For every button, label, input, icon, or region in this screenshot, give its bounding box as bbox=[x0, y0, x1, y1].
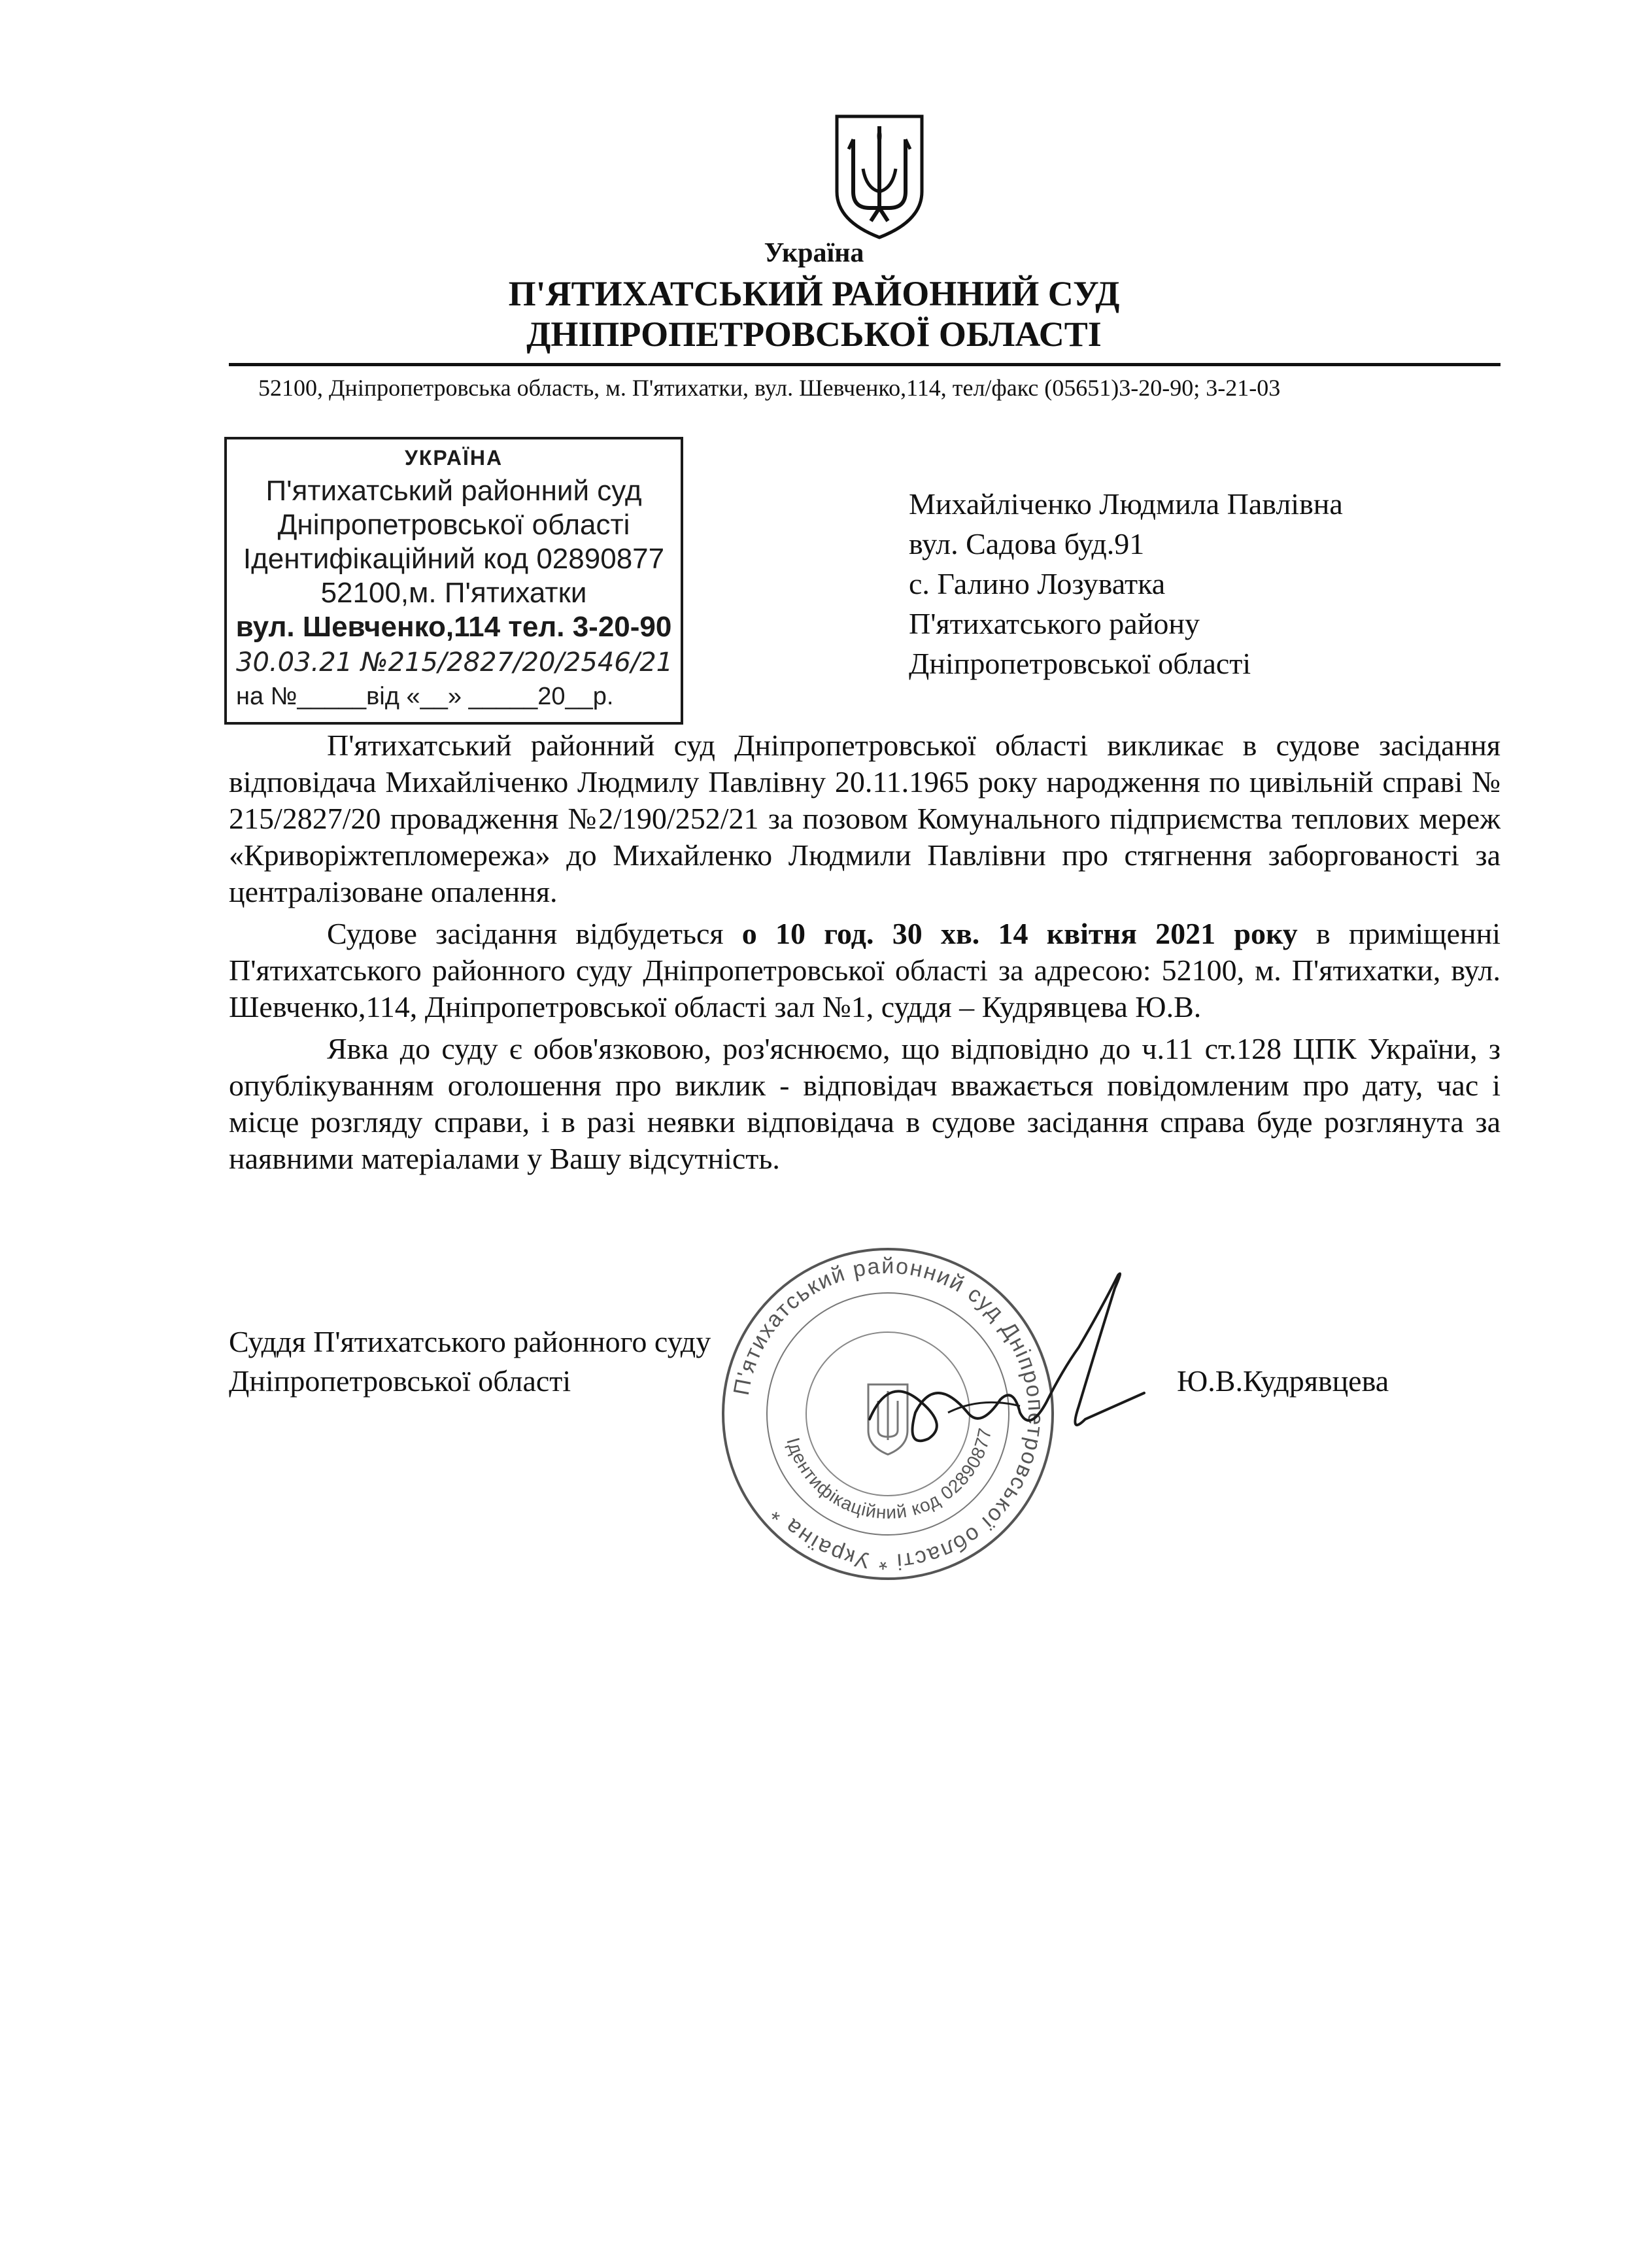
judge-signature bbox=[850, 1262, 1151, 1478]
recipient-name: Михайліченко Людмила Павлівна bbox=[909, 487, 1343, 521]
header-court-region: ДНІПРОПЕТРОВСЬКОЇ ОБЛАСТІ bbox=[526, 315, 1102, 354]
hearing-location: в приміщенні П'ятихатського районного суду Дніпропетровської області за адресою: 52100, м. П'ятихатки, вул. Шевченко,114, Дніпропетровської області зал №1, суддя – Кудрявцева Ю.В. bbox=[229, 917, 1501, 1023]
judge-name: Ю.В.Кудрявцева bbox=[1177, 1364, 1389, 1398]
hearing-datetime: о 10 год. 30 хв. 14 квітня 2021 року bbox=[741, 917, 1298, 950]
recipient-street: вул. Садова буд.91 bbox=[909, 527, 1145, 560]
stamp-reference: на №_____від «__» _____20__р. bbox=[236, 683, 614, 710]
letter-body bbox=[229, 727, 1501, 1182]
header-divider bbox=[229, 363, 1501, 366]
stamp-street: вул. Шевченко,114 тел. 3-20-90 bbox=[235, 611, 672, 643]
stamp-id-code: Ідентифікаційний код 02890877 bbox=[243, 543, 665, 575]
seal-inner-text: Ідентифікаційний код 02890877 bbox=[783, 1426, 996, 1523]
signature-title-line-1: Суддя П'ятихатського районного суду bbox=[229, 1325, 711, 1358]
stamp-city: 52100,м. П'ятихатки bbox=[320, 577, 587, 609]
stamp-court: П'ятихатський районний суд bbox=[265, 475, 642, 507]
header-country: Україна bbox=[764, 238, 864, 268]
header-address: 52100, Дніпропетровська область, м. П'ятихатки, вул. Шевченко,114, тел/факс (05651)3-20-90; 3-21-03 bbox=[258, 375, 1281, 401]
stamp-country: УКРАЇНА bbox=[404, 446, 503, 470]
stamp-date-number: 30.03.21 №215/2827/20/2546/21 bbox=[236, 647, 673, 678]
recipient-village: с. Галино Лозуватка bbox=[909, 567, 1166, 600]
hearing-intro: Судове засідання відбудеться bbox=[327, 917, 742, 950]
stamp-region: Дніпропетровської області bbox=[277, 509, 630, 541]
coat-of-arms-icon bbox=[830, 110, 928, 241]
body-paragraph-2 bbox=[229, 916, 1501, 1025]
recipient-block bbox=[909, 484, 1343, 683]
signature-title-line-2: Дніпропетровської області bbox=[229, 1364, 571, 1398]
signature-title bbox=[229, 1322, 711, 1401]
registration-stamp bbox=[224, 437, 683, 725]
body-paragraph-1: П'ятихатський районний суд Дніпропетровської області викликає в судове засідання відповідача Михайліченко Людмилу Павлівну 20.11.1965 року народження по цивільній справі № 215/2827/20 провадження №2/190/252/21 за позовом Комунального підприємства теплових мереж «Криворіжтепломережа» до Михайленко Людмили Павлівни про стягнення заборгованості за централізоване опалення. bbox=[229, 729, 1501, 908]
seal-outer-text: П'ятихатський районний суд Дніпропетровської області * Україна * bbox=[728, 1253, 1049, 1575]
header-court-name: П'ЯТИХАТСЬКИЙ РАЙОННИЙ СУД bbox=[508, 274, 1120, 313]
recipient-district: П'ятихатського району bbox=[909, 607, 1200, 640]
recipient-region: Дніпропетровської області bbox=[909, 647, 1251, 680]
body-paragraph-3: Явка до суду є обов'язковою, роз'яснюємо, що відповідно до ч.11 ст.128 ЦПК України, з опублікуванням оголошення про виклик - відповідач вважається повідомленим про дату, час і місце розгляду справи, і в разі неявки відповідача в судове засідання справа буде розглянута за наявними матеріалами у Вашу відсутність. bbox=[229, 1032, 1501, 1175]
